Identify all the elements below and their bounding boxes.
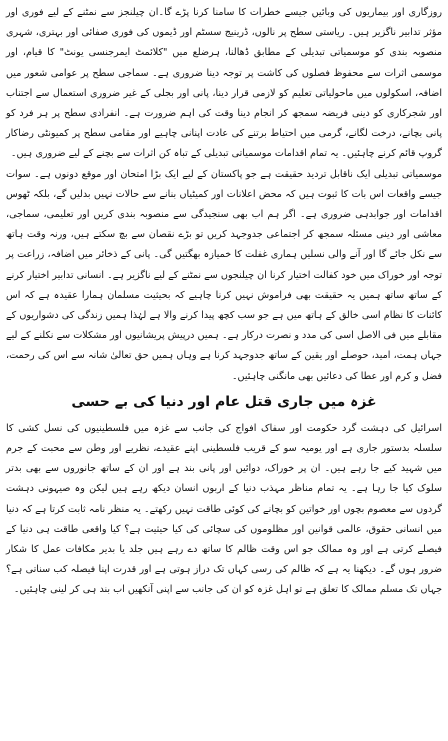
- article-paragraph-2: موسمیاتی تبدیلی ایک ناقابل تردید حقیقت ہے جو پاکستان کے لیے ایک بڑا امتحان اور موقع دونوں ہے۔ سوات جیسے واقعات اس بات کا ثبوت ہیں کہ محض اعلانات اور کمیٹیاں بنانے سے حالات نہیں بدلیں گے، بلکہ ٹھوس اقدامات اور جوابدہی ضروری ہے۔ اگر ہم اب بھی سنجیدگی سے منصوبہ بندی کریں اور تعلیمی، سماجی، معاشی اور دینی مسئلہ سمجھ کر اجتماعی جدوجہد کریں تو بڑے نقصان سے بچ سکتے ہیں، ورنہ وقت ہاتھ سے نکل جائے گا اور آنے والی نسلیں ہماری غفلت کا خمیازہ بھگتیں گی۔ پانی کے ذخائر میں اضافہ، زراعت پر توجہ اور خوراک میں خود کفالت اختیار کرنا ان چیلنجوں سے نمٹنے کے لیے ناگزیر ہے۔ انسانی تدابیر اختیار کرنے کے ساتھ ساتھ ہمیں یہ حقیقت بھی فراموش نہیں کرنا چاہیے کہ بحیثیت مسلمان ہمارا عقیدہ ہے کہ اس کائنات کا نظام اسی خالق کے ہاتھ میں ہے جو سب کچھ پیدا کرنے والا ہے لہٰذا ہمیں زندگی کی دشواریوں کے مقابلے میں فی الاصل اسی کی مدد و نصرت درکار ہے۔ ہمیں درپیش پریشانیوں اور مشکلات سے نکلنے کے لیے جہاں ہمت، امید، حوصلے اور یقین کے ساتھ جدوجہد کرنا ہے وہاں ہمیں حق تعالیٰ شانہ سے اس کی رحمت، فضل و کرم اور عطا کی دعائیں بھی مانگنی چاہئیں۔: [6, 168, 442, 382]
- article-paragraph-1: روزگاری اور بیماریوں کی وبائیں جیسے خطرات کا سامنا کرنا پڑے گا۔ان چیلنجز سے نمٹنے کے لیے فوری اور مؤثر تدابیر ناگزیر ہیں۔ ریاستی سطح پر نالوں، ڈرینیج سسٹم اور ڈیموں کی فوری صفائی اور بہتری، شہری منصوبہ بندی کو موسمیاتی تبدیلی کے مطابق ڈھالنا، ہرضلع میں "کلائمٹ ایمرجنسی یونٹ" کا قیام، اور موسمی اثرات سے محفوظ فصلوں کی کاشت پر توجہ دینا ضروری ہے۔ سماجی سطح پر عوامی شعور میں اضافہ، اسکولوں میں ماحولیاتی تعلیم کو لازمی قرار دینا، پانی اور بجلی کے غیر ضروری استعمال سے اجتناب اور شجرکاری کو دینی فریضہ سمجھ کر انجام دینا وقت کی اہم ضرورت ہے۔ انفرادی سطح پر ہر فرد کو پانی بچانے، درخت لگانے، گرمی میں احتیاط برتنے کی عادت اپنانی چاہیے اور مقامی سطح پر کمیونٹی رضاکار گروپ قائم کرنے چاہئیں۔ یہ تمام اقدامات موسمیاتی تبدیلی کے تباہ کن اثرات سے بچنے کے لیے ضروری ہیں۔: [6, 7, 442, 160]
- section-headline: غزہ میں جاری قتل عام اور دنیا کی بے حسی: [71, 393, 377, 410]
- article-paragraph-3: اسرائیل کی دہشت گرد حکومت اور سفاک افواج کی جانب سے غزہ میں فلسطینیوں کی نسل کشی کا سلسلہ بدستور جاری ہے اور یومیہ سو کے قریب فلسطینی اپنے عقیدے، نظریے اور وطن سے محبت کے جرم میں شہید کیے جا رہے ہیں۔ ان پر خوراک، دوائیں اور پانی بند ہے اور ان کے ساتھ جانوروں سے بھی بدتر سلوک کیا جا رہا ہے۔ یہ تمام مناظر مہذب دنیا کے اربوں انسان دیکھ رہے ہیں لیکن وہ صیہونی دہشت گردوں سے معصوم بچوں اور خواتین کو بچانے کی کوئی طاقت نہیں رکھتے۔ یہ منظر نامہ ثابت کرتا ہے کہ دنیا میں انسانی حقوق، عالمی قوانین اور مظلوموں کی سچائی کی کیا حیثیت ہے؟ کیا واقعی طاقت ہی دنیا کے فیصلے کرتی ہے اور وہ ممالک جو اس وقت ظالم کا ساتھ دے رہے ہیں جلد یا بدیر مکافات عمل کا شکار ضرور ہوں گے۔ دیکھنا یہ ہے کہ ظالم کی رسی کہاں تک دراز ہوتی ہے اور قدرت اپنا فیصلہ کب سناتی ہے؟ جہاں تک مسلم ممالک کا تعلق ہے تو اہل غزہ کو ان کی جانب سے اپنی آنکھیں اب بند ہی کر لینی چاہئیں۔: [6, 422, 442, 596]
